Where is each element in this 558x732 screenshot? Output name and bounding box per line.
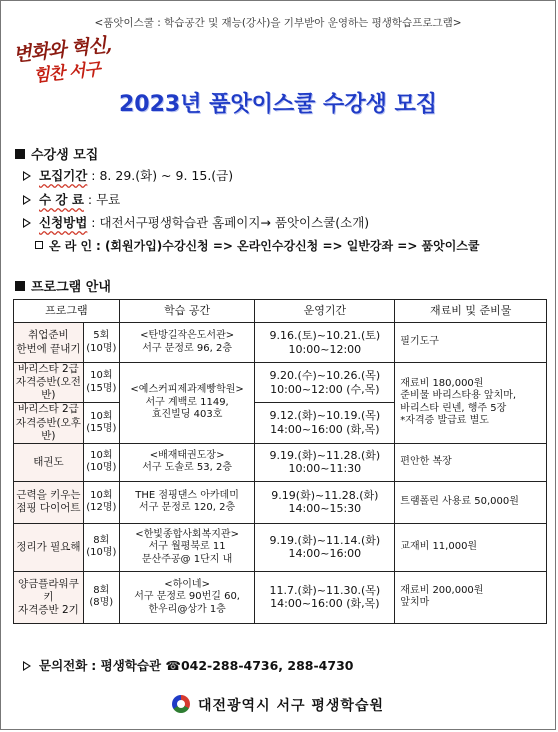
program-place: <예스커피제과제빵학원> 서구 계백로 1149, 효진빌딩 403호	[119, 363, 255, 444]
program-period: 9.19(화)~11.28.(화) 14:00~15:30	[255, 481, 395, 523]
recruit-fee	[23, 190, 120, 208]
footer-text: 대전광역시 서구 평생학습원	[197, 698, 385, 714]
table-row	[14, 323, 547, 363]
program-sessions: 8회 (10명)	[83, 523, 119, 571]
program-period: 9.19.(화)~11.14.(화) 14:00~16:00	[255, 523, 395, 571]
section-program-heading	[15, 276, 111, 295]
period-label: 모집기간	[39, 168, 88, 183]
fee-value: : 무료	[87, 192, 121, 207]
section-title: 수강생 모집	[31, 148, 99, 163]
recruit-online	[35, 237, 480, 254]
program-name: 근력을 키우는 점핑 다이어트	[14, 481, 84, 523]
header-materials: 재료비 및 준비물	[395, 300, 547, 323]
table-row	[14, 571, 547, 623]
recruit-period	[23, 166, 233, 184]
program-materials: 편안한 복장	[395, 443, 547, 481]
online-label: 온 라 인	[49, 239, 93, 253]
program-sessions: 5회 (10명)	[83, 323, 119, 363]
program-materials: 재료비 200,000원 앞치마	[395, 571, 547, 623]
program-materials: 재료비 180,000원 준비물 바리스타용 앞치마, 바리스타 린넨, 행주 5장 *자격증 발급료 별도	[395, 363, 547, 444]
page-title: 2023년 품앗이스쿨 수강생 모집	[119, 92, 437, 117]
contact-value: : 평생학습관 ☎042-288-4736, 288-4730	[91, 658, 354, 673]
program-place: <하이네> 서구 문정로 90번길 60, 한우리@상가 1층	[119, 571, 255, 623]
program-name: 태권도	[14, 443, 84, 481]
square-bullet-icon	[15, 281, 25, 291]
program-sessions: 8회 (8명)	[83, 571, 119, 623]
triangle-bullet-icon	[23, 218, 31, 228]
program-name: 정리가 필요해	[14, 523, 84, 571]
table-row	[14, 363, 547, 403]
online-value: : (회원가입)수강신청 => 온라인수강신청 => 일반강좌 => 품앗이스쿨	[95, 239, 480, 253]
contact-label: 문의전화	[39, 658, 88, 673]
program-place: <배재태권도장> 서구 도솔로 53, 2층	[119, 443, 255, 481]
program-period: 9.12.(화)~10.19.(목) 14:00~16:00 (화,목)	[255, 403, 395, 443]
triangle-bullet-icon	[23, 171, 31, 181]
header-place: 학습 공간	[119, 300, 255, 323]
table-row	[14, 443, 547, 481]
program-sessions: 10회 (15명)	[83, 363, 119, 403]
program-period: 9.19.(화)~11.28.(화) 10:00~11:30	[255, 443, 395, 481]
header-period: 운영기간	[255, 300, 395, 323]
program-name: 바리스타 2급 자격증반(오후반)	[14, 403, 84, 443]
top-banner: <품앗이스쿨 : 학습공간 및 재능(강사)을 기부받아 운영하는 평생학습프로그램>	[94, 17, 462, 29]
program-period: 9.16.(토)~10.21.(토) 10:00~12:00	[255, 323, 395, 363]
fee-label: 수 강 료	[39, 192, 84, 207]
box-bullet-icon	[35, 241, 43, 249]
footer-org	[1, 695, 555, 715]
table-header-row	[14, 300, 547, 323]
period-value: : 8. 29.(화) ~ 9. 15.(금)	[91, 168, 234, 183]
table-row	[14, 481, 547, 523]
recruit-apply	[23, 213, 369, 231]
program-period: 9.20.(수)~10.26.(목) 10:00~12:00 (수,목)	[255, 363, 395, 403]
apply-value: : 대전서구평생학습관 홈페이지→ 품앗이스쿨(소개)	[91, 215, 370, 230]
program-sessions: 10회 (10명)	[83, 443, 119, 481]
contact-info	[23, 656, 353, 674]
slogan-logo	[11, 33, 141, 87]
slogan-line-2: 힘찬 서구	[32, 59, 101, 87]
city-emblem-icon	[172, 695, 190, 713]
program-period: 11.7.(화)~11.30.(목) 14:00~16:00 (화,목)	[255, 571, 395, 623]
table-row	[14, 523, 547, 571]
program-sessions: 10회 (15명)	[83, 403, 119, 443]
program-name: 양금플라워쿠키 자격증반 2기	[14, 571, 84, 623]
program-name: 바리스타 2급 자격증반(오전반)	[14, 363, 84, 403]
program-table	[13, 299, 547, 624]
square-bullet-icon	[15, 149, 25, 159]
program-name: 취업준비 한번에 끝내기	[14, 323, 84, 363]
apply-label: 신청방법	[39, 215, 88, 230]
triangle-bullet-icon	[23, 195, 31, 205]
program-place: THE 점핑댄스 아카데미 서구 문정로 120, 2층	[119, 481, 255, 523]
program-materials: 교재비 11,000원	[395, 523, 547, 571]
header-program: 프로그램	[14, 300, 120, 323]
section-title: 프로그램 안내	[31, 280, 111, 295]
program-sessions: 10회 (12명)	[83, 481, 119, 523]
program-place: <한빛종합사회복지관> 서구 월평북로 11 문산주공@ 1단지 내	[119, 523, 255, 571]
program-materials: 트램폴린 사용료 50,000원	[395, 481, 547, 523]
section-recruit-heading	[15, 144, 98, 163]
slogan-line-1: 변화와 혁신,	[12, 33, 113, 67]
program-place: <탄방길작은도서관> 서구 문정로 96, 2층	[119, 323, 255, 363]
program-materials: 필기도구	[395, 323, 547, 363]
triangle-bullet-icon	[23, 661, 31, 671]
